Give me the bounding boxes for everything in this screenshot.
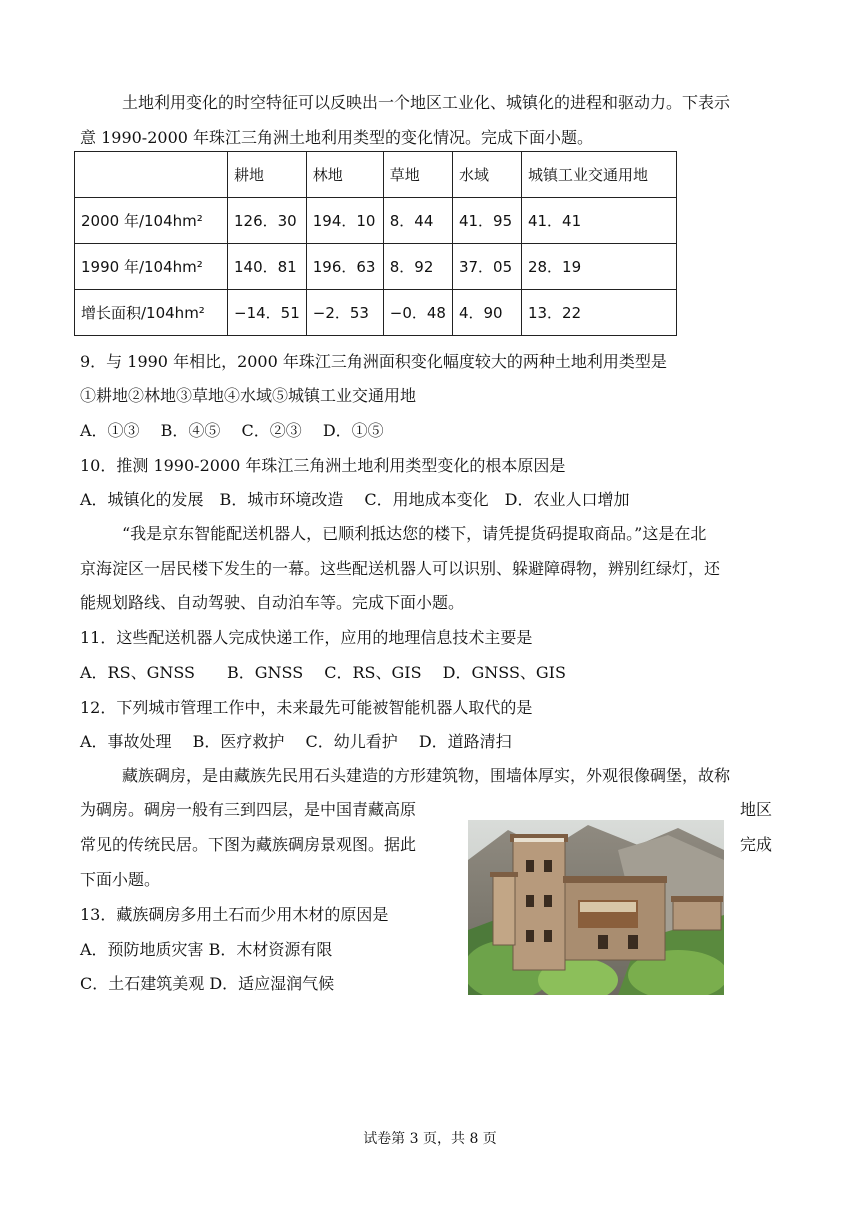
table-cell: 41．95: [452, 198, 521, 244]
tibet-passage-line-3-right: 完成: [740, 835, 773, 854]
table-cell: −14．51: [228, 290, 307, 336]
table-cell: 194．10: [306, 198, 383, 244]
table-cell: 8．92: [383, 244, 452, 290]
table-row: [75, 290, 677, 336]
q9-items: ①耕地②林地③草地④水域⑤城镇工业交通用地: [80, 386, 417, 405]
table-header-cell: 草地: [383, 152, 452, 198]
q10-options: A．城镇化的发展 B．城市环境改造 C．用地成本变化 D．农业人口增加: [80, 490, 630, 509]
table-cell: 8．44: [383, 198, 452, 244]
table-cell: 4．90: [452, 290, 521, 336]
table-cell: 126．30: [228, 198, 307, 244]
tibet-passage-line-2-right: 地区: [740, 800, 773, 819]
table-cell: 41．41: [521, 198, 676, 244]
table-header-cell: 水域: [452, 152, 521, 198]
q9-stem: 9．与 1990 年相比，2000 年珠江三角洲面积变化幅度较大的两种土地利用类型是: [80, 352, 667, 371]
table-header-cell: 耕地: [228, 152, 307, 198]
intro-line-2: 意 1990-2000 年珠江三角洲土地利用类型的变化情况。完成下面小题。: [80, 128, 594, 147]
robot-passage-line-1: “我是京东智能配送机器人，已顺利抵达您的楼下，请凭提货码提取商品。”这是在北: [122, 524, 707, 543]
q9-options: A．①③ B．④⑤ C．②③ D．①⑤: [80, 421, 384, 440]
table-row: [75, 244, 677, 290]
tibetan-fortress-house-photo: [468, 820, 724, 995]
table-row-label: 2000 年/104hm²: [75, 198, 228, 244]
table-cell: 140．81: [228, 244, 307, 290]
q10-stem: 10．推测 1990-2000 年珠江三角洲土地利用类型变化的根本原因是: [80, 456, 566, 475]
tibet-passage-line-2-left: 为碉房。碉房一般有三到四层，是中国青藏高原: [80, 800, 417, 819]
q13-stem: 13．藏族碉房多用土石而少用木材的原因是: [80, 905, 389, 924]
q13-options-row-1: A．预防地质灾害 B．木材资源有限: [80, 940, 333, 959]
table-row-label: 1990 年/104hm²: [75, 244, 228, 290]
table-header-cell: [75, 152, 228, 198]
q12-stem: 12．下列城市管理工作中，未来最先可能被智能机器人取代的是: [80, 698, 533, 717]
table-cell: 28．19: [521, 244, 676, 290]
table-header-row: [75, 152, 677, 198]
q13-options-row-2: C．土石建筑美观 D．适应湿润气候: [80, 974, 335, 993]
page-footer: 试卷第 3 页，共 8 页: [363, 1131, 497, 1147]
intro-line-1: 土地利用变化的时空特征可以反映出一个地区工业化、城镇化的进程和驱动力。下表示: [122, 93, 731, 112]
table-cell: 196．63: [306, 244, 383, 290]
tibetan-fortress-house-illustration: [468, 820, 724, 995]
robot-passage-line-2: 京海淀区一居民楼下发生的一幕。这些配送机器人可以识别、躲避障碍物，辨别红绿灯，还: [80, 559, 721, 578]
table-cell: 37．05: [452, 244, 521, 290]
tibet-passage-line-1: 藏族碉房，是由藏族先民用石头建造的方形建筑物，围墙体厚实，外观很像碉堡，故称: [122, 766, 731, 785]
table-row-label: 增长面积/104hm²: [75, 290, 228, 336]
table-cell: −2．53: [306, 290, 383, 336]
robot-passage-line-3: 能规划路线、自动驾驶、自动泊车等。完成下面小题。: [80, 593, 465, 612]
table-cell: −0．48: [383, 290, 452, 336]
land-use-table: [74, 151, 677, 336]
table-header-cell: 林地: [306, 152, 383, 198]
tibet-passage-line-3-left: 常见的传统民居。下图为藏族碉房景观图。据此: [80, 835, 417, 854]
q11-stem: 11．这些配送机器人完成快递工作，应用的地理信息技术主要是: [80, 628, 533, 647]
table-header-cell: 城镇工业交通用地: [521, 152, 676, 198]
table-row: [75, 198, 677, 244]
q11-options: A．RS、GNSS B．GNSS C．RS、GIS D．GNSS、GIS: [80, 663, 566, 682]
table-cell: 13．22: [521, 290, 676, 336]
q12-options: A．事故处理 B．医疗救护 C．幼儿看护 D．道路清扫: [80, 732, 512, 751]
tibet-passage-line-4: 下面小题。: [80, 870, 161, 889]
